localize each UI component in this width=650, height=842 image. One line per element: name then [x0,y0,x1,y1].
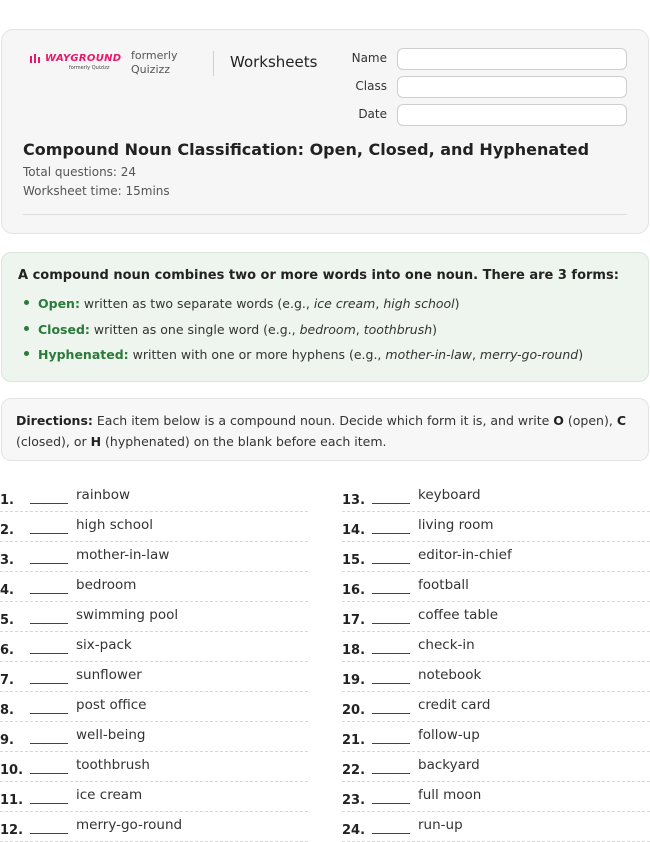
question-number: 12. [0,823,24,838]
directions-code: C [616,413,626,428]
question-word: post office [76,697,147,713]
info-text: written with one or more hyphens (e.g., [128,347,386,362]
info-end: ) [578,347,584,362]
question-item [0,665,308,695]
question-number: 8. [0,703,14,718]
question-item [0,605,308,635]
row-separator [342,811,650,812]
question-item [342,725,650,755]
question-word: six-pack [76,637,132,653]
question-number: 2. [0,523,14,538]
row-separator [0,571,308,572]
question-number: 14. [342,523,366,538]
question-item [0,785,308,815]
answer-blank[interactable] [30,833,68,834]
question-number: 18. [342,643,366,658]
info-sep: , [471,347,480,362]
answer-blank[interactable] [30,803,68,804]
info-term: Open: [38,296,80,311]
question-item [0,485,308,515]
question-word: bedroom [76,577,137,593]
row-separator [342,511,650,512]
question-number: 9. [0,733,14,748]
logo-mark-icon [29,53,45,65]
question-word: living room [418,517,494,533]
info-item-open [24,296,460,311]
row-separator [0,661,308,662]
question-number: 6. [0,643,14,658]
logo-subtext: formerly Quizizz [69,65,110,71]
directions-part: Each item below is a compound noun. Decide which form it is, and write [92,413,554,428]
info-item-hyphenated [24,347,583,362]
answer-blank[interactable] [372,743,410,744]
question-number: 17. [342,613,366,628]
question-word: coffee table [418,607,499,623]
row-separator [0,691,308,692]
answer-blank[interactable] [30,593,68,594]
question-number: 24. [342,823,366,838]
question-word: sunflower [76,667,142,683]
question-word: check-in [418,637,475,653]
question-word: well-being [76,727,146,743]
question-item [0,695,308,725]
row-separator [342,631,650,632]
question-number: 23. [342,793,366,808]
question-number: 19. [342,673,366,688]
bullet-icon [24,326,29,331]
question-word: high school [76,517,154,533]
worksheet-time: Worksheet time: 15mins [23,184,170,198]
info-box [1,252,649,382]
name-field[interactable] [397,48,627,70]
question-number: 13. [342,493,366,508]
question-item [342,635,650,665]
answer-blank[interactable] [372,833,410,834]
question-item [0,575,308,605]
answer-blank[interactable] [372,623,410,624]
directions-code: O [553,413,564,428]
row-separator [0,781,308,782]
question-number: 4. [0,583,14,598]
question-number: 20. [342,703,366,718]
info-item-closed [24,322,437,337]
question-item [342,605,650,635]
question-word: keyboard [418,487,481,503]
question-number: 5. [0,613,14,628]
answer-blank[interactable] [372,773,410,774]
bullet-icon [24,351,29,356]
wayground-logo [29,53,122,75]
row-separator [0,631,308,632]
question-item [0,815,308,842]
question-number: 16. [342,583,366,598]
section-title: Worksheets [230,53,318,71]
question-item [342,665,650,695]
question-word: swimming pool [76,607,179,623]
header-divider-line [23,214,627,215]
question-item [342,575,650,605]
directions-part: (closed), or [16,434,91,449]
answer-blank[interactable] [372,563,410,564]
directions-text [16,410,641,452]
question-word: ice cream [76,787,143,803]
answer-blank[interactable] [372,713,410,714]
formerly-quizizz [131,49,178,77]
question-word: backyard [418,757,480,773]
question-word: follow-up [418,727,480,743]
info-example: high school [383,296,455,311]
question-number: 3. [0,553,14,568]
logo-text: WAYGROUND [45,53,122,64]
total-questions: Total questions: 24 [23,165,137,179]
answer-blank[interactable] [30,683,68,684]
info-term: Hyphenated: [38,347,129,362]
bullet-icon [24,300,29,305]
info-example: bedroom [299,322,356,337]
answer-blank[interactable] [372,683,410,684]
formerly-line1: formerly [131,49,178,62]
info-example: merry-go-round [479,347,579,362]
info-heading: A compound noun combines two or more words into one noun. There are 3 forms: [18,268,619,283]
question-word: credit card [418,697,491,713]
question-word: football [418,577,469,593]
row-separator [342,751,650,752]
row-separator [0,601,308,602]
directions-part: (hyphenated) on the blank before each item. [101,434,387,449]
answer-blank[interactable] [30,623,68,624]
question-item [0,635,308,665]
header-divider [213,51,214,76]
question-item [342,755,650,785]
question-word: editor-in-chief [418,547,512,563]
row-separator [0,541,308,542]
answer-blank[interactable] [30,773,68,774]
question-word: merry-go-round [76,817,183,833]
info-text: written as one single word (e.g., [89,322,300,337]
question-word: run-up [418,817,463,833]
class-label: Class [355,79,387,93]
question-item [342,485,650,515]
question-item [342,695,650,725]
row-separator [0,721,308,722]
row-separator [0,811,308,812]
class-field[interactable] [397,76,627,98]
question-item [0,755,308,785]
formerly-line2: Quizizz [131,63,171,76]
question-item [0,515,308,545]
worksheet-title: Compound Noun Classification: Open, Closed, and Hyphenated [23,140,590,159]
question-word: mother-in-law [76,547,170,563]
info-sep: , [375,296,384,311]
directions-box [1,398,649,461]
row-separator [0,511,308,512]
question-word: notebook [418,667,482,683]
directions-code: H [90,434,102,449]
question-item [0,725,308,755]
info-text: written as two separate words (e.g., [79,296,314,311]
question-item [342,515,650,545]
question-item [342,785,650,815]
info-term: Closed: [38,322,90,337]
answer-blank[interactable] [30,653,68,654]
info-example: ice cream [313,296,376,311]
question-number: 7. [0,673,14,688]
row-separator [342,571,650,572]
row-separator [342,781,650,782]
date-field[interactable] [397,104,627,126]
row-separator [0,751,308,752]
row-separator [342,541,650,542]
row-separator [342,721,650,722]
row-separator [342,661,650,662]
info-example: mother-in-law [385,347,472,362]
date-label: Date [358,107,387,121]
row-separator [342,691,650,692]
info-end: ) [432,322,438,337]
answer-blank[interactable] [372,803,410,804]
question-item [342,815,650,842]
answer-blank[interactable] [30,713,68,714]
question-number: 22. [342,763,366,778]
answer-blank[interactable] [372,533,410,534]
directions-part: (open), [563,413,617,428]
question-number: 1. [0,493,14,508]
question-item [0,545,308,575]
answer-blank[interactable] [30,533,68,534]
answer-blank[interactable] [30,563,68,564]
question-word: full moon [418,787,482,803]
answer-blank[interactable] [372,653,410,654]
info-end: ) [454,296,460,311]
question-number: 15. [342,553,366,568]
question-word: toothbrush [76,757,150,773]
row-separator [342,601,650,602]
answer-blank[interactable] [30,503,68,504]
info-sep: , [355,322,364,337]
directions-label: Directions: [16,413,93,428]
answer-blank[interactable] [30,743,68,744]
question-number: 10. [0,763,24,778]
answer-blank[interactable] [372,593,410,594]
answer-blank[interactable] [372,503,410,504]
question-item [342,545,650,575]
info-example: toothbrush [363,322,433,337]
question-number: 21. [342,733,366,748]
question-word: rainbow [76,487,130,503]
question-number: 11. [0,793,24,808]
name-label: Name [351,51,387,65]
